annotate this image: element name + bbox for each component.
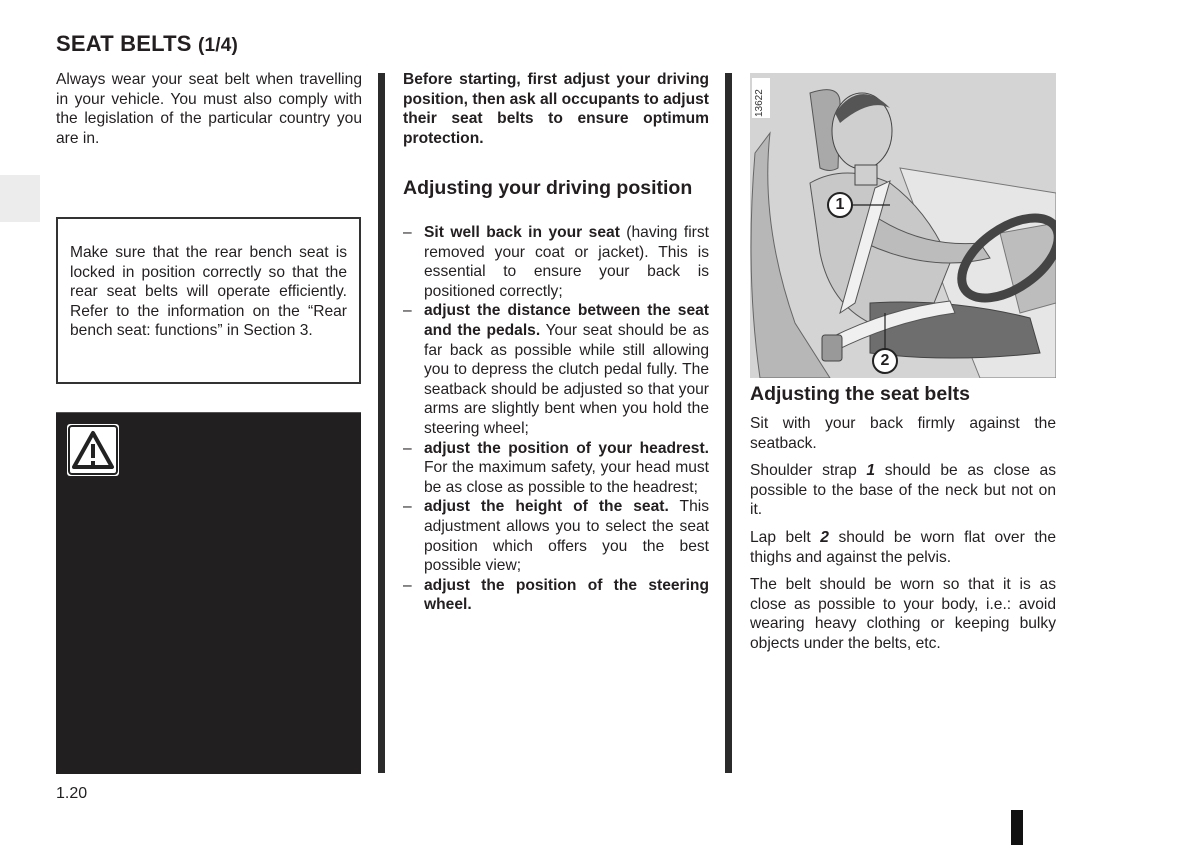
list-item: [403, 439, 709, 498]
warning-box: [56, 412, 361, 774]
reference-number: 1: [866, 462, 876, 480]
list-item: [403, 301, 709, 438]
text-run: should be worn flat over the thighs and against the pelvis.: [750, 528, 1057, 566]
intro-paragraph: Always wear your seat belt when travelling in your vehicle. You must also comply with the legislation of the particular country you are in.: [56, 71, 362, 147]
section-tab: [0, 175, 40, 222]
list-item-text: (having first removed your coat or jacket). This is essential to ensure your back is positioned correctly;: [424, 224, 709, 300]
list-dash: –: [403, 224, 412, 241]
driving-intro-bold: Before starting, first adjust your driving position, then ask all occupants to adjust their seat belts to ensure optimum protection.: [403, 71, 709, 147]
note-text: Make sure that the rear bench seat is locked in position correctly so that the rear seat belts will operate efficiently. Refer to the information on the “Rear bench seat: functions” in Section 3.: [70, 244, 347, 340]
page-corner-marker: [1011, 810, 1023, 845]
page-title-main: SEAT BELTS: [56, 31, 192, 56]
instruction-paragraph: Sit with your back firmly against the seatback.: [750, 415, 1056, 452]
column-divider-right: [725, 73, 732, 773]
image-code: 13622: [754, 89, 765, 117]
list-item-text: This adjustment allows you to select the seat position which offers you the best possible view;: [424, 498, 710, 575]
list-dash: –: [403, 498, 412, 516]
page-number: 1.20: [56, 785, 88, 802]
list-item-bold: adjust the position of the steering wheel.: [424, 576, 709, 614]
list-item-text: Your seat should be as far back as possible while still allowing you to depress the clutch pedal fully. The seatback should be adjusted so that your arms are slightly bent when you hold the steering wheel;: [424, 321, 709, 437]
list-item-text: For the maximum safety, your head must be as close as possible to the headrest;: [424, 459, 709, 496]
page-title: [56, 31, 238, 57]
instruction-paragraph: [750, 528, 1056, 567]
text-run: should be as close as possible to the base of the neck but not on it.: [750, 462, 1056, 519]
text-run: Lap belt: [750, 528, 821, 546]
instruction-paragraph: [750, 461, 1056, 520]
list-dash: –: [403, 576, 412, 594]
driver-seatbelt-illustration: [750, 73, 1056, 378]
list-item-bold: adjust the distance between the seat and the pedals.: [424, 302, 709, 339]
section-heading-driving-position: Adjusting your driving position: [403, 177, 693, 199]
list-dash: –: [403, 439, 412, 457]
column-divider-left: [378, 73, 385, 773]
adjustment-list: [403, 223, 709, 615]
note-box: [56, 217, 361, 384]
callout-1: 1: [827, 192, 853, 218]
list-item: [403, 576, 709, 615]
list-item-bold: adjust the height of the seat.: [424, 498, 669, 516]
list-item-bold: Sit well back in your seat: [424, 224, 620, 241]
list-dash: –: [403, 302, 412, 320]
callout-2: 2: [872, 348, 898, 374]
list-item: [403, 223, 709, 301]
page-title-suffix: (1/4): [197, 35, 239, 56]
seat-belt-instructions: [750, 414, 1056, 662]
instruction-paragraph: The belt should be worn so that it is as close as possible to your body, i.e.: avoid wearing heavy clothing or keeping bulky objects under the belts, etc.: [750, 576, 1056, 652]
list-item-bold: adjust the position of your headrest.: [424, 439, 709, 457]
warning-triangle-icon: [67, 424, 119, 476]
section-heading-seat-belts: Adjusting the seat belts: [750, 383, 970, 405]
reference-number: 2: [820, 528, 829, 546]
text-run: Shoulder strap: [750, 462, 867, 480]
list-item: [403, 497, 709, 575]
